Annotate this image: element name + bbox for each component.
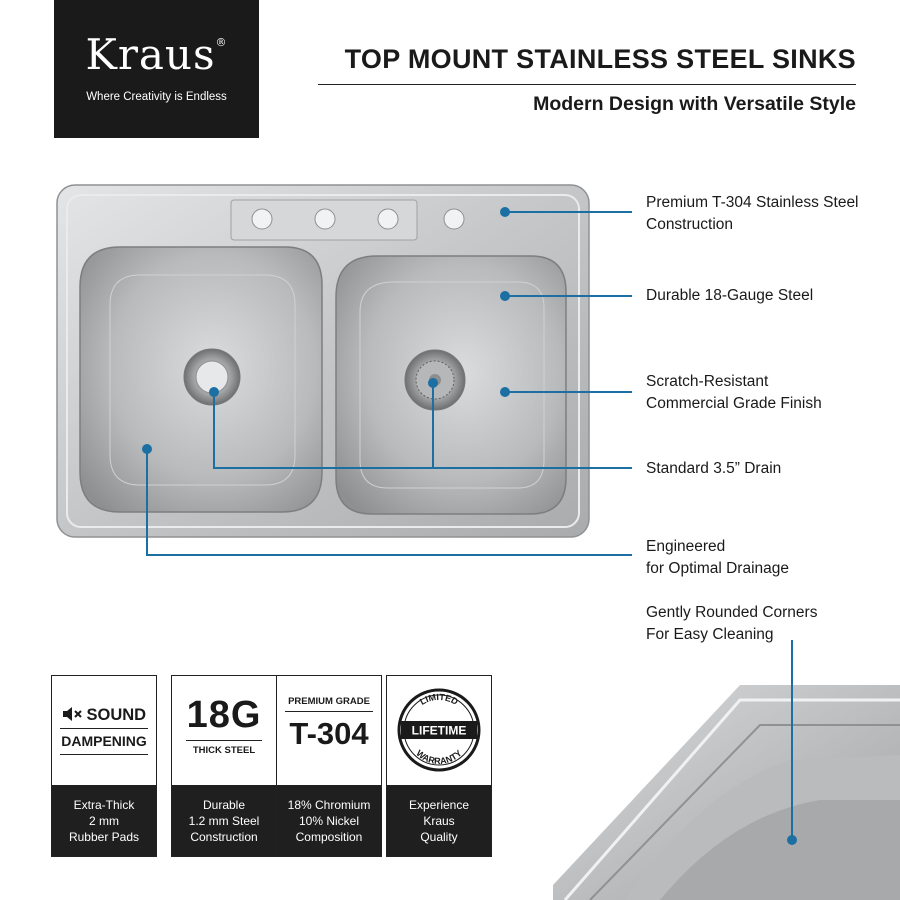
badge-caption-line: Quality: [420, 829, 458, 844]
badge-caption-line: Composition: [295, 829, 363, 844]
badge-caption: [52, 785, 156, 856]
callout-line: Scratch-Resistant: [646, 373, 769, 390]
callout-gauge: [646, 285, 813, 307]
seal-top-text: LIMITED: [418, 691, 460, 707]
callout-line: for Optimal Drainage: [646, 560, 790, 577]
badge-sub-text: PREMIUM GRADE: [285, 696, 373, 712]
badge-caption-line: Kraus: [423, 813, 455, 828]
badge-caption: [387, 785, 491, 856]
badge-caption-line: 1.2 mm Steel: [188, 813, 260, 828]
seal-bottom-text: WARRANTY: [414, 747, 464, 767]
corner-closeup: [553, 685, 900, 900]
badge-caption: [277, 785, 381, 856]
badge-caption-line: 2 mm: [89, 813, 119, 828]
badge-main-text: 18G: [186, 694, 262, 736]
registered-mark: ®: [215, 36, 228, 49]
badge-caption-line: Construction: [190, 829, 258, 844]
faucet-hole: [315, 209, 335, 229]
faucet-hole: [444, 209, 464, 229]
badge-sound-title: [52, 706, 156, 725]
page-subtitle: Modern Design with Versatile Style: [533, 93, 856, 115]
badge-caption-line: Durable: [202, 797, 246, 812]
callout-construction: [646, 192, 859, 236]
badge-main-text: T-304: [289, 716, 369, 751]
badge-caption-line: Experience: [408, 797, 470, 812]
callout-drainage: [646, 536, 789, 580]
badge-sub-text: DAMPENING: [61, 733, 147, 749]
callout-line: Premium T-304 Stainless Steel: [646, 194, 859, 211]
badge-caption-line: Rubber Pads: [68, 829, 140, 844]
callout-line: Standard 3.5” Drain: [646, 460, 782, 477]
speaker-mute-icon: [62, 706, 87, 724]
badge-sub-text: THICK STEEL: [186, 740, 262, 756]
badge-caption: [172, 785, 276, 856]
callout-line: Construction: [646, 216, 734, 233]
badge-main-text: SOUND: [86, 706, 147, 724]
badge-caption-line: 18% Chromium: [287, 797, 371, 812]
brand-name: Kraus: [85, 30, 216, 79]
callout-line: For Easy Cleaning: [646, 626, 774, 643]
callout-drain: [646, 458, 781, 480]
badge-sound-dampening: [51, 675, 157, 857]
badge-lifetime-warranty: [386, 675, 492, 857]
badge-18-gauge: [171, 675, 277, 857]
svg-text:WARRANTY: [414, 748, 463, 766]
warranty-seal-icon: [387, 676, 491, 784]
faucet-hole: [378, 209, 398, 229]
callout-corners: [646, 602, 817, 646]
page-title: TOP MOUNT STAINLESS STEEL SINKS: [344, 44, 856, 74]
badge-caption-line: 10% Nickel: [298, 813, 360, 828]
brand-tagline: Where Creativity is Endless: [86, 91, 227, 103]
badge-t304: [276, 675, 382, 857]
callout-line: Engineered: [646, 538, 726, 555]
badge-caption-line: Extra-Thick: [73, 797, 135, 812]
faucet-hole: [252, 209, 272, 229]
seal-banner-text: LIFETIME: [411, 723, 467, 738]
callout-line: Durable 18-Gauge Steel: [646, 287, 814, 304]
callout-finish: [646, 371, 822, 415]
callout-line: Gently Rounded Corners: [646, 604, 818, 621]
callout-line: Commercial Grade Finish: [646, 395, 822, 412]
